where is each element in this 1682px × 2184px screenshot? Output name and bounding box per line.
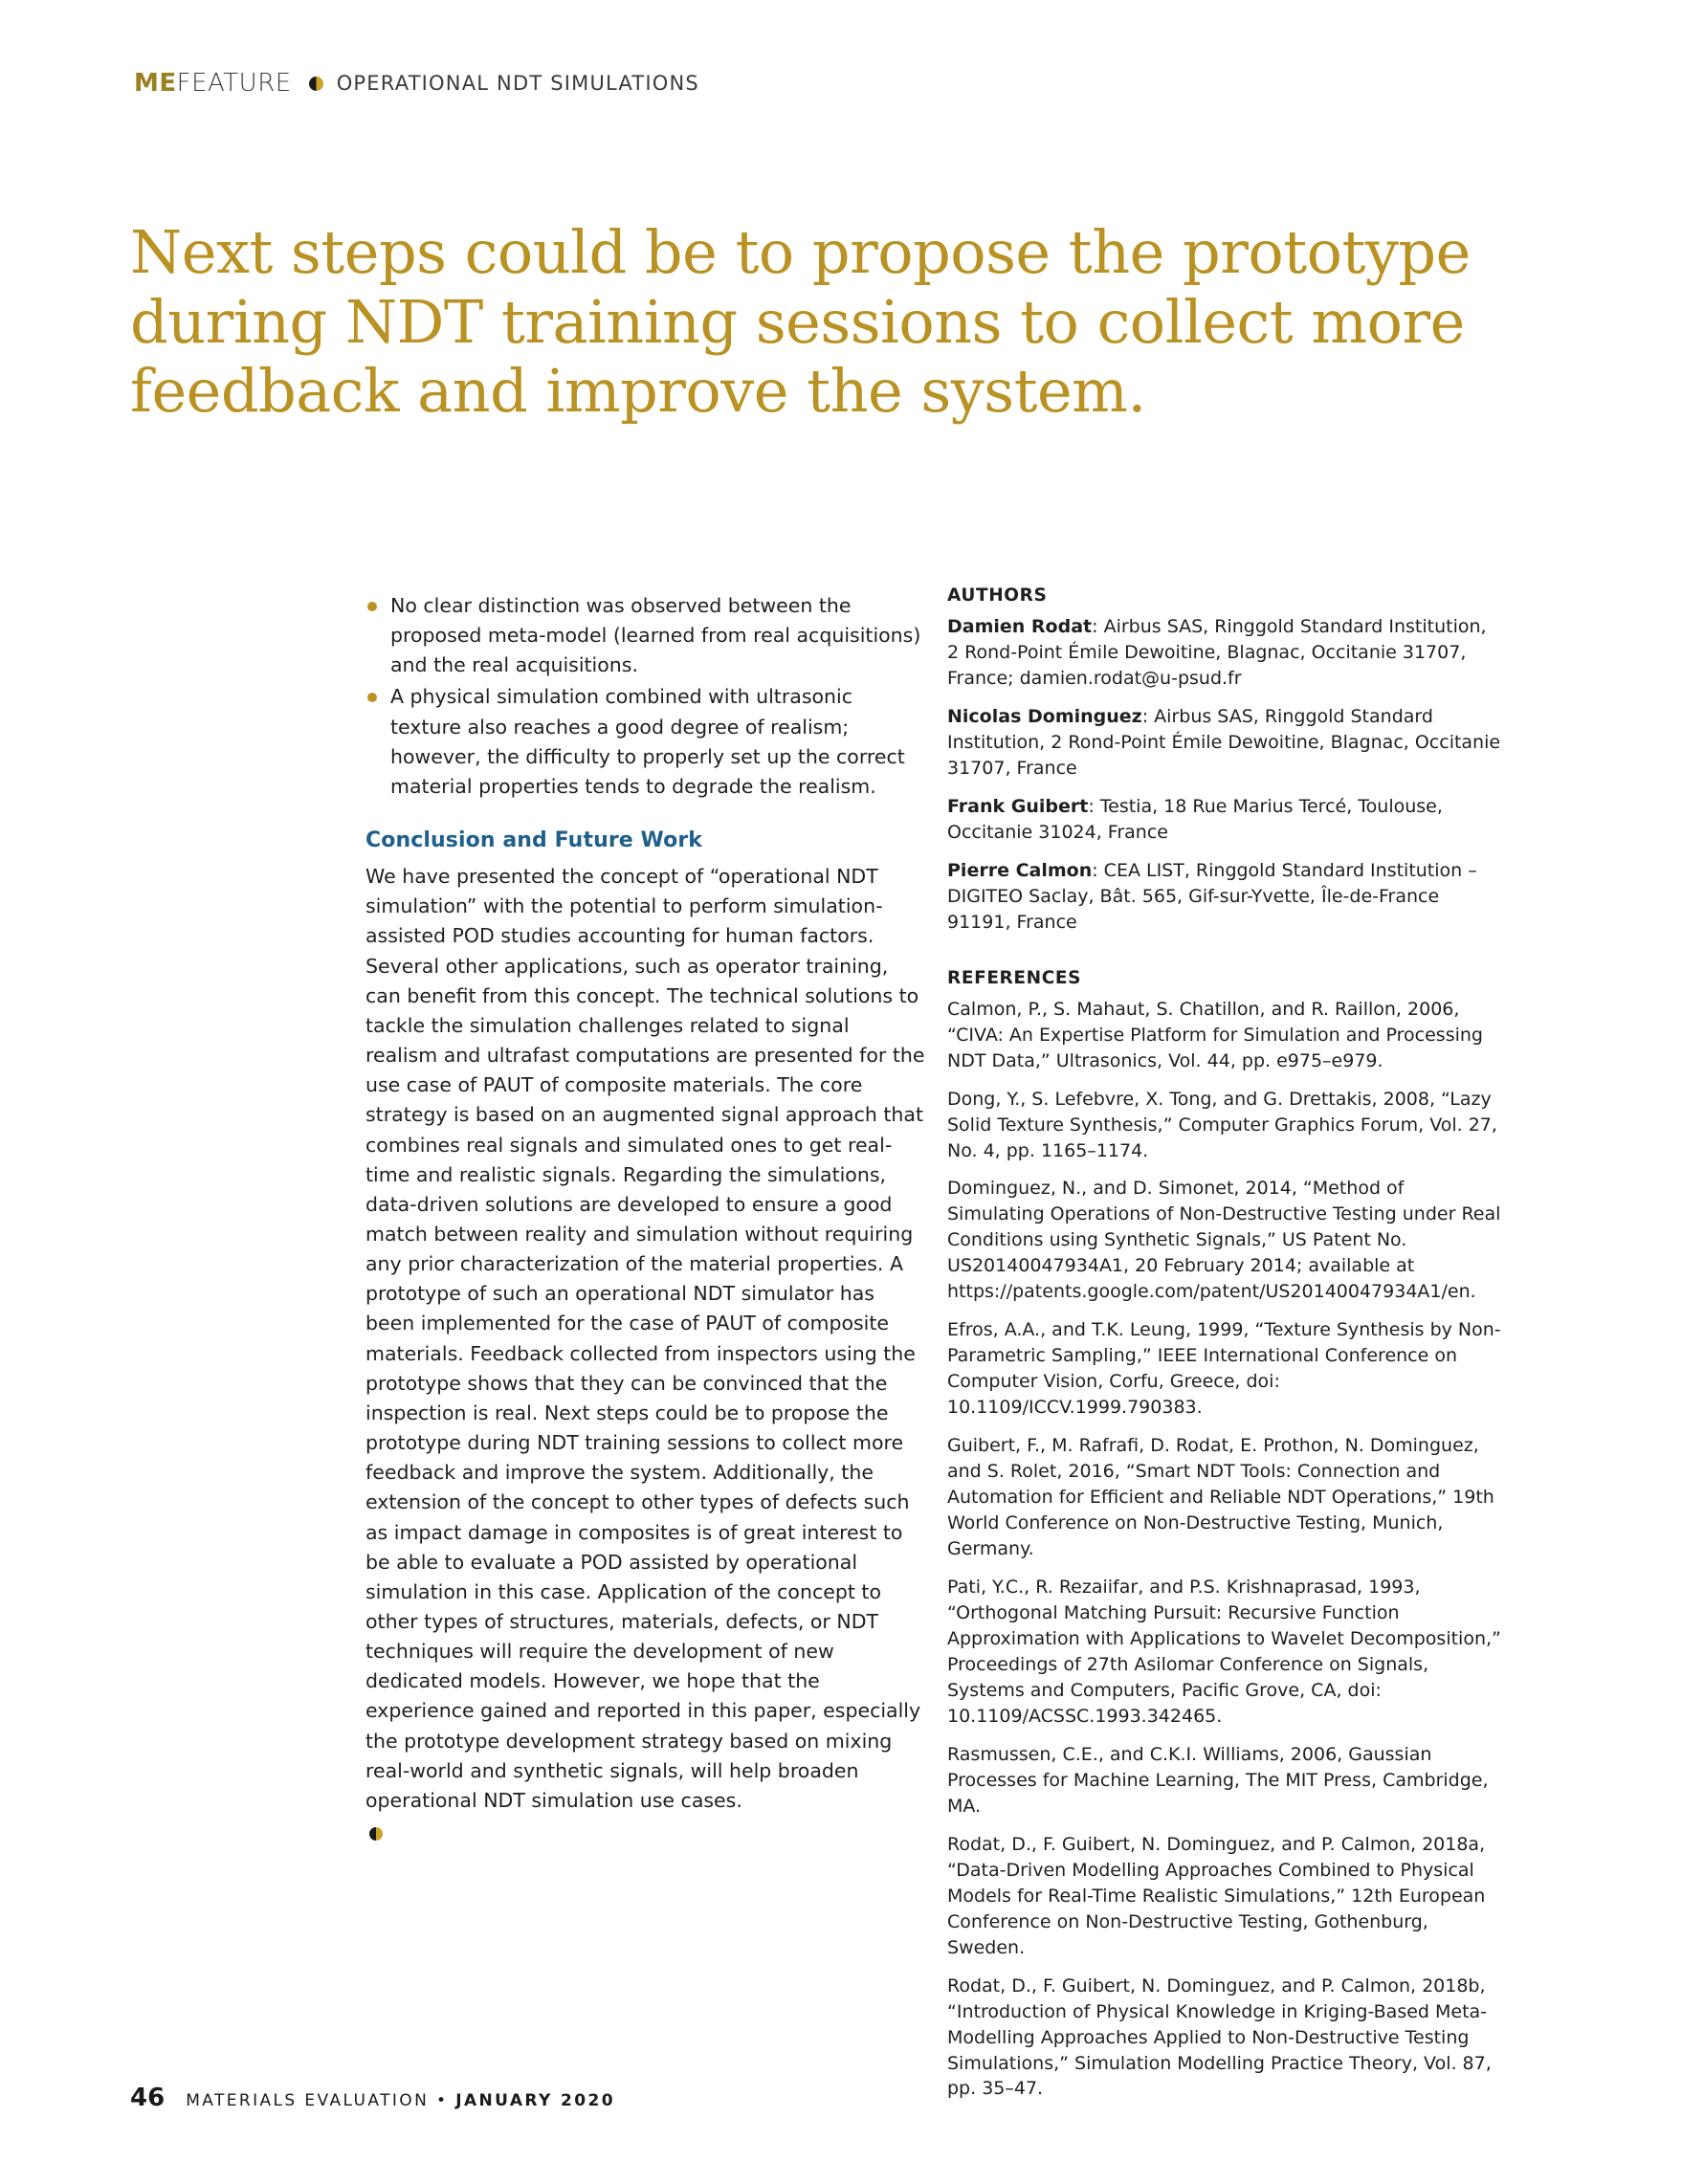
section-subhead-conclusion: Conclusion and Future Work <box>365 828 703 853</box>
author-name: Pierre Calmon <box>947 859 1093 881</box>
reference-entry: Efros, A.A., and T.K. Leung, 1999, “Texture Synthesis by Non-Parametric Sampling,” IEEE International Conference on Computer Vision, Corfu, Greece, doi: 10.1109/ICCV.1999.790383. <box>947 1319 1501 1419</box>
reference-entry: Calmon, P., S. Mahaut, S. Chatillon, and R. Raillon, 2006, “CIVA: An Expertise Platform for Simulation and Processing NDT Data,” Ultrasonics, Vol. 44, pp. e975–e979. <box>947 998 1483 1071</box>
reference-entry: Rodat, D., F. Guibert, N. Dominguez, and P. Calmon, 2018a, “Data-Driven Modelling Approaches Combined to Physical Models for Real-Time Realistic Simulations,” 12th European Conference on Non-Destructive Testing, Gothenburg, Sweden. <box>947 1833 1486 1958</box>
running-head-feature-label: FEATURE <box>176 69 292 98</box>
page-footer <box>130 2084 615 2112</box>
author-affiliation: : Airbus SAS, Ringgold Standard Institution, 2 Rond-Point Émile Dewoitine, Blagnac, Occitanie 31707, France <box>947 705 1501 779</box>
half-circle-icon <box>309 77 323 91</box>
author-name: Frank Guibert <box>947 795 1089 817</box>
references-heading: REFERENCES <box>947 967 1082 988</box>
reference-entry: Dong, Y., S. Lefebvre, X. Tong, and G. Drettakis, 2008, “Lazy Solid Texture Synthesis,” Computer Graphics Forum, Vol. 27, No. 4, pp. 1165–1174. <box>947 1088 1497 1161</box>
author-entry <box>947 858 1502 936</box>
reference-entry: Guibert, F., M. Rafrafi, D. Rodat, E. Prothon, N. Dominguez, and S. Rolet, 2016, “Smart NDT Tools: Connection and Automation for Efficient and Reliable NDT Operations,” 19th World Conference on Non-Destructive Testing, Munich, Germany. <box>947 1435 1494 1560</box>
author-entry <box>947 704 1502 782</box>
conclusion-body-text: We have presented the concept of “operational NDT simulation” with the potential to perform simulation-assisted POD studies accounting for human factors. Several other applications, such as operator training, can benefit from this concept. The technical solutions to tackle the simulation challenges related to signal realism and ultrafast computations are presented for the use case of PAUT of composite materials. The core strategy is based on an augmented signal approach that combines real signals and simulated ones to get real-time and realistic signals. Regarding the simulations, data-driven solutions are developed to ensure a good match between reality and simulation without requiring any prior characterization of the material properties. A prototype of such an operational NDT simulator has been implemented for the case of PAUT of composite materials. Feedback collected from inspectors using the prototype shows that they can be convinced that the inspection is real. Next steps could be to propose the prototype during NDT training sessions to collect more feedback and improve the system. Additionally, the extension of the concept to other types of defects such as impact damage in composites is of great interest to be able to evaluate a POD assisted by operational simulation in this case. Application of the concept to other types of structures, materials, defects, or NDT techniques will require the development of new dedicated models. However, we hope that the experience gained and reported in this paper, especially the prototype development strategy based on mixing real-world and synthetic signals, will help broaden operational NDT simulation use cases. <box>365 865 925 1812</box>
author-entry <box>947 614 1502 692</box>
issue-date: JANUARY 2020 <box>455 2091 615 2110</box>
reference-entry: Pati, Y.C., R. Rezaiifar, and P.S. Krishnaprasad, 1993, “Orthogonal Matching Pursuit: Recursive Function Approximation with Applications to Wavelet Decomposition,” Proceedings of 27th Asilomar Conference on Signals, Systems and Computers, Pacific Grove, CA, doi: 10.1109/ACSSC.1993.342465. <box>947 1577 1501 1727</box>
running-head-section-title: OPERATIONAL NDT SIMULATIONS <box>336 72 699 95</box>
findings-bullet-list <box>365 591 925 802</box>
list-item: No clear distinction was observed between the proposed meta-model (learned from real acquisitions) and the real acquisitions. <box>365 591 925 680</box>
reference-entry: Rodat, D., F. Guibert, N. Dominguez, and P. Calmon, 2018b, “Introduction of Physical Knowledge in Kriging-Based Meta-Modelling Approaches Applied to Non-Destructive Testing Simulations,” Simulation Modelling Practice Theory, Vol. 87, pp. 35–47. <box>947 1974 1492 2100</box>
authors-heading: AUTHORS <box>947 585 1048 606</box>
author-name: Damien Rodat <box>947 616 1093 637</box>
reference-entry: Dominguez, N., and D. Simonet, 2014, “Method of Simulating Operations of Non-Destructive Testing under Real Conditions using Synthetic Signals,” US Patent No. US20140047934A1, 20 February 2014; available at https://patents.google.com/patent/US20140047934A1/en. <box>947 1178 1501 1303</box>
author-name: Nicolas Dominguez <box>947 705 1142 727</box>
magazine-name: MATERIALS EVALUATION <box>186 2091 430 2110</box>
list-item: A physical simulation combined with ultrasonic texture also reaches a good degree of realism; however, the difficulty to properly set up the correct material properties tends to degrade the realism. <box>365 682 925 802</box>
footer-separator: • <box>436 2091 449 2110</box>
page-number: 46 <box>130 2084 166 2112</box>
right-column <box>947 585 1502 2114</box>
magazine-brand-mark: ME <box>134 69 177 98</box>
author-affiliation: : Airbus SAS, Ringgold Standard Institution, 2 Rond-Point Émile Dewoitine, Blagnac, Occitanie 31707, France; damien.rodat@u-psud.fr <box>947 616 1487 689</box>
running-head <box>134 69 699 98</box>
publication-info <box>186 2091 615 2110</box>
author-entry <box>947 794 1502 846</box>
author-affiliation: : CEA LIST, Ringgold Standard Institution – DIGITEO Saclay, Bât. 565, Gif-sur-Yvette, Île-de-France 91191, France <box>947 859 1477 933</box>
left-column <box>365 591 925 1844</box>
author-affiliation: : Testia, 18 Rue Marius Tercé, Toulouse, Occitanie 31024, France <box>947 795 1443 843</box>
pull-quote: Next steps could be to propose the prototype during NDT training sessions to collect more feedback and improve the system. <box>130 217 1471 427</box>
reference-entry: Rasmussen, C.E., and C.K.I. Williams, 2006, Gaussian Processes for Machine Learning, The MIT Press, Cambridge, MA. <box>947 1743 1489 1817</box>
half-circle-endmark-icon <box>369 1827 383 1841</box>
